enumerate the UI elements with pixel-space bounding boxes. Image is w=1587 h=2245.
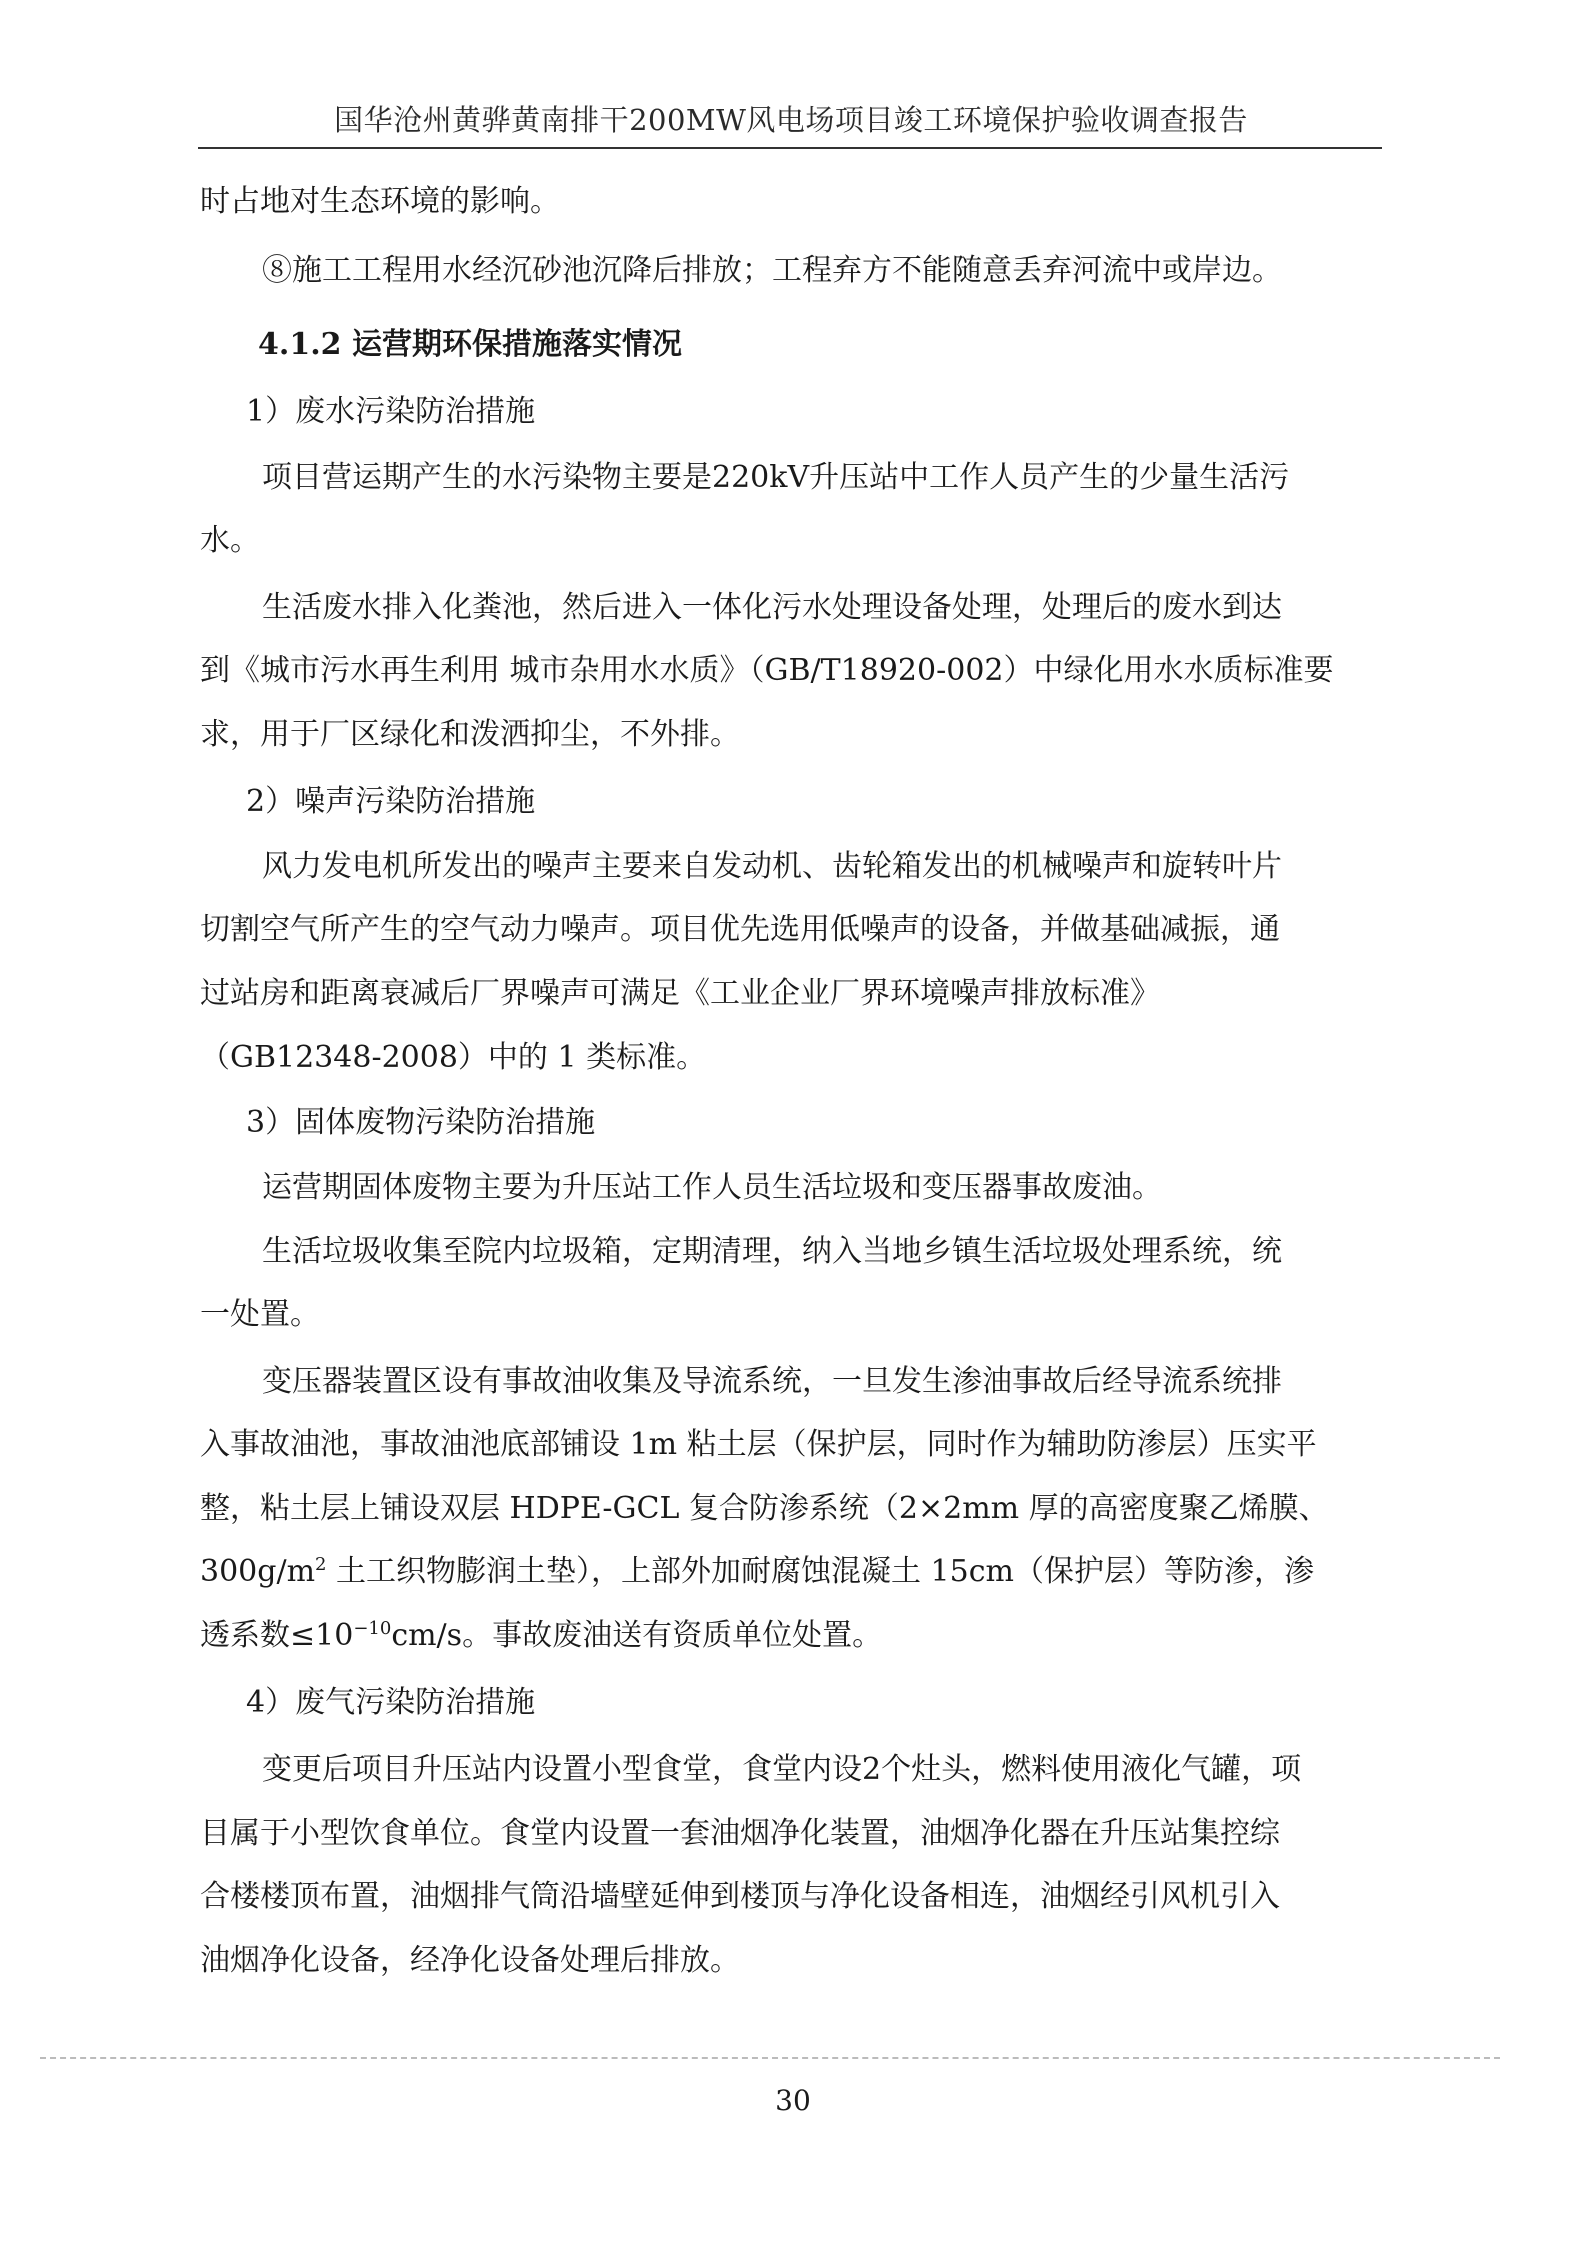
body-line: ⑧施工工程用水经沉砂池沉降后排放；工程弃方不能随意丢弃河流中或岸边。 xyxy=(262,253,1282,288)
section-heading: 4.1.2 运营期环保措施落实情况 xyxy=(258,327,682,362)
body-line: 整，粘土层上铺设双层 HDPE-GCL 复合防渗系统（2×2mm 厚的高密度聚乙烯膜、 xyxy=(200,1491,1329,1526)
body-line: 水。 xyxy=(200,523,260,558)
subsection-heading: 1）废水污染防治措施 xyxy=(246,394,536,429)
subsection-heading: 4）废气污染防治措施 xyxy=(246,1685,536,1720)
body-line: 运营期固体废物主要为升压站工作人员生活垃圾和变压器事故废油。 xyxy=(262,1170,1162,1205)
body-line: 到《城市污水再生利用 城市杂用水水质》（GB/T18920-002）中绿化用水水质标准要 xyxy=(200,653,1334,688)
body-line: 变更后项目升压站内设置小型食堂，食堂内设2个灶头，燃料使用液化气罐，项 xyxy=(262,1752,1302,1787)
body-line-permeability: 透系数$\le 10^{-10}cm/s$。事故废油送有资质单位处置。 xyxy=(200,1618,883,1653)
subsection-heading: 3）固体废物污染防治措施 xyxy=(246,1105,596,1140)
body-line: 过站房和距离衰减后厂界噪声可满足《工业企业厂界环境噪声排放标准》 xyxy=(200,976,1160,1011)
body-line: 时占地对生态环境的影响。 xyxy=(200,184,560,219)
body-line: 生活垃圾收集至院内垃圾箱，定期清理，纳入当地乡镇生活垃圾处理系统，统 xyxy=(262,1234,1282,1269)
body-line: 入事故油池，事故油池底部铺设 1m 粘土层（保护层，同时作为辅助防渗层）压实平 xyxy=(200,1427,1317,1462)
body-line: 切割空气所产生的空气动力噪声。项目优先选用低噪声的设备，并做基础减振，通 xyxy=(200,912,1280,947)
subsection-heading: 2）噪声污染防治措施 xyxy=(246,784,536,819)
body-line-soil-layer: $300g/m^2$ 土工织物膨润土垫），上部外加耐腐蚀混凝土 15cm（保护层）等防渗，渗 xyxy=(200,1554,1314,1589)
page-number: 30 xyxy=(775,2084,811,2117)
body-line: 变压器装置区设有事故油收集及导流系统，一旦发生渗油事故后经导流系统排 xyxy=(262,1364,1282,1399)
body-line: 求，用于厂区绿化和泼洒抑尘，不外排。 xyxy=(200,717,740,752)
body-line: 项目营运期产生的水污染物主要是220kV升压站中工作人员产生的少量生活污 xyxy=(262,460,1290,495)
body-line: 风力发电机所发出的噪声主要来自发动机、齿轮箱发出的机械噪声和旋转叶片 xyxy=(262,849,1282,884)
body-line: （GB12348-2008）中的 1 类标准。 xyxy=(200,1040,707,1075)
page-header-title: 国华沧州黄骅黄南排干200MW风电场项目竣工环境保护验收调查报告 xyxy=(334,103,1248,137)
body-line: 油烟净化设备，经净化设备处理后排放。 xyxy=(200,1943,740,1978)
body-line: 生活废水排入化粪池，然后进入一体化污水处理设备处理，处理后的废水到达 xyxy=(262,590,1282,625)
header-divider xyxy=(198,147,1382,149)
body-line: 目属于小型饮食单位。食堂内设置一套油烟净化装置，油烟净化器在升压站集控综 xyxy=(200,1816,1280,1851)
body-line: 一处置。 xyxy=(200,1297,320,1332)
body-line: 合楼楼顶布置，油烟排气筒沿墙壁延伸到楼顶与净化设备相连，油烟经引风机引入 xyxy=(200,1879,1280,1914)
footer-divider xyxy=(40,2057,1500,2059)
